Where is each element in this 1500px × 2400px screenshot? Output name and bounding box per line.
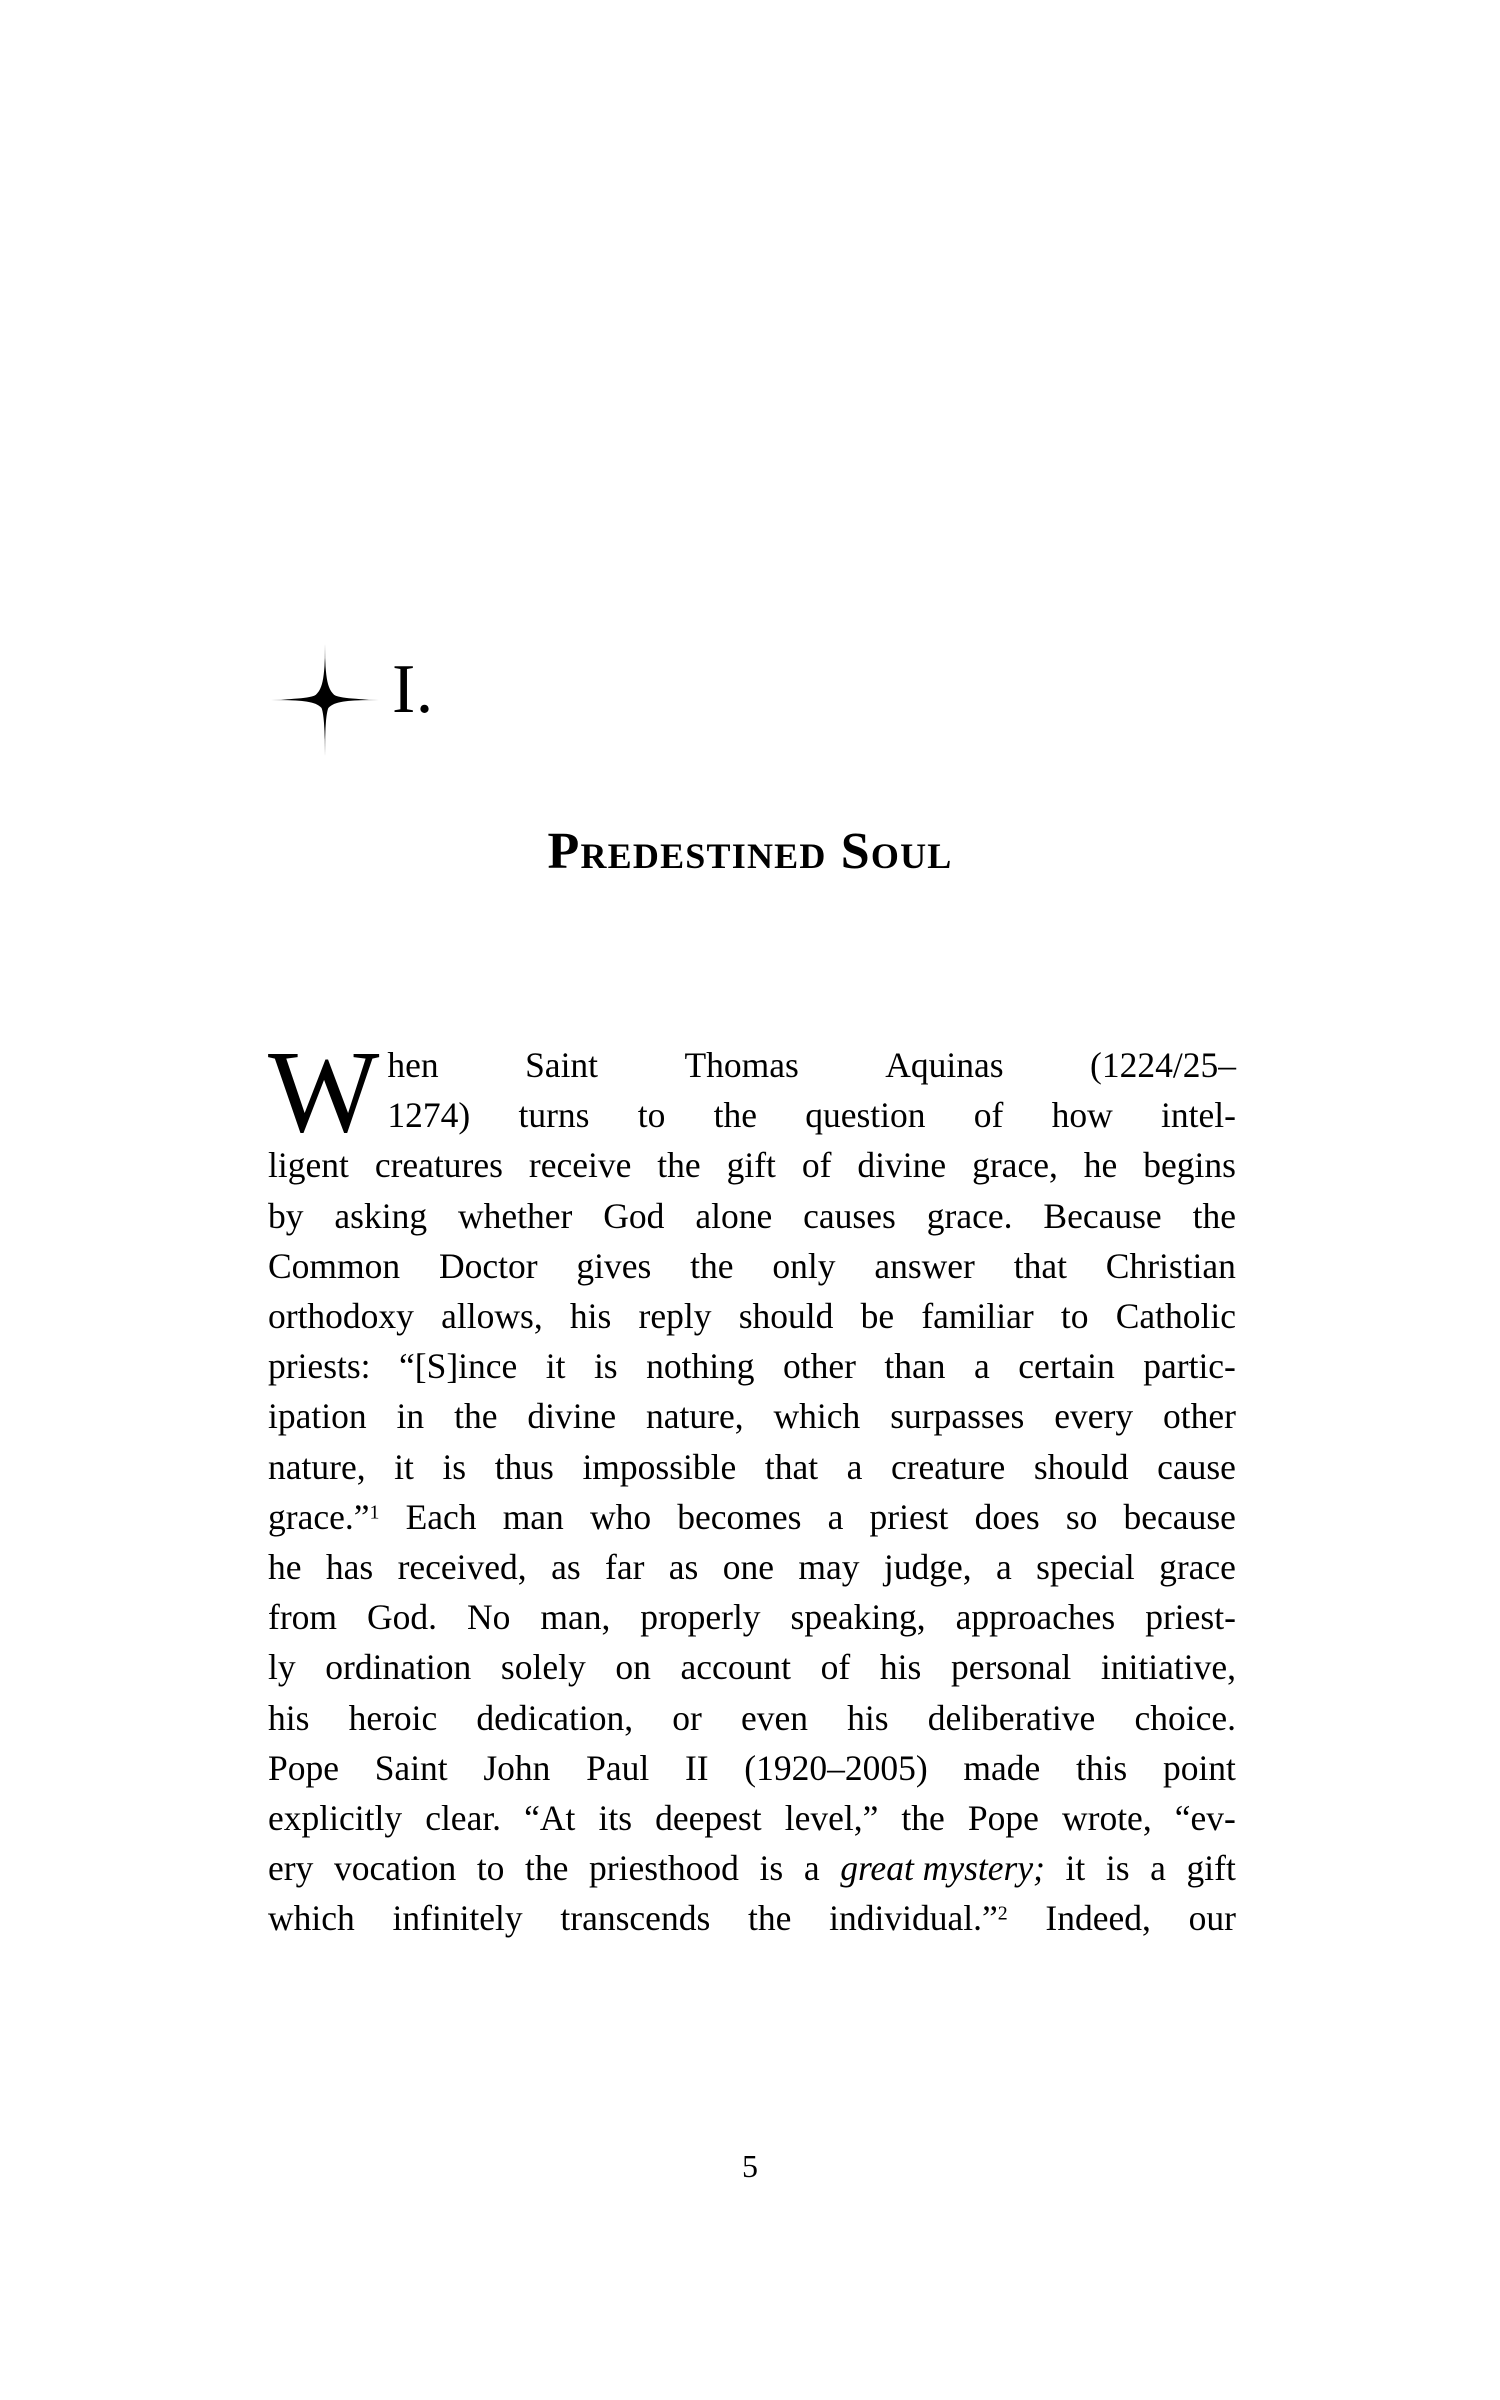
chapter-head: [265, 630, 1245, 790]
footnote-marker-1[interactable]: 1: [369, 1501, 380, 1524]
text-line: he has received, as far as one may judge, a special grace: [268, 1547, 1236, 1588]
text-line: ly ordination solely on account of his personal initiative,: [268, 1647, 1236, 1688]
text-line: ipation in the divine nature, which surpasses every other: [268, 1396, 1236, 1437]
four-pointed-star-icon: [265, 640, 385, 760]
footnote-marker-2[interactable]: 2: [997, 1903, 1008, 1926]
text-line: priests: “[S]ince it is nothing other than a certain partic-: [268, 1346, 1236, 1387]
drop-cap: W: [268, 1026, 380, 1157]
text-line: Pope Saint John Paul II (1920–2005) made this point: [268, 1747, 1236, 1788]
chapter-number: I.: [392, 651, 434, 728]
italic-phrase: great mystery;: [840, 1848, 1045, 1889]
text-line: grace.”$^1$ Each man who becomes a priest does so because: [268, 1496, 1236, 1537]
text-line: from God. No man, properly speaking, approaches priest-: [268, 1597, 1236, 1638]
text-line: ery vocation to the priesthood is a great mystery; it is a gift: [268, 1843, 1236, 1893]
text-line: nature, it is thus impossible that a creature should cause: [268, 1446, 1236, 1487]
opening-paragraph: [268, 1026, 1236, 1944]
text-line: ligent creatures receive the gift of divine grace, he begins: [268, 1145, 1236, 1186]
text-line: by asking whether God alone causes grace. Because the: [268, 1195, 1236, 1236]
text-line: explicitly clear. “At its deepest level,” the Pope wrote, “ev-: [268, 1798, 1236, 1839]
text-line: orthodoxy allows, his reply should be familiar to Catholic: [268, 1296, 1236, 1337]
text-line: Common Doctor gives the only answer that Christian: [268, 1245, 1236, 1286]
text-line: hen Saint Thomas Aquinas (1224/25–: [387, 1045, 1236, 1085]
page-number: 5: [742, 2148, 758, 2184]
text-line: 1274) turns to the question of how intel-: [387, 1095, 1236, 1136]
body-text-column: [268, 1026, 1236, 1944]
chapter-title: Predestined Soul: [547, 822, 953, 880]
text-line: which infinitely transcends the individual.”$^2$ Indeed, our: [268, 1898, 1236, 1939]
text-line: his heroic dedication, or even his deliberative choice.: [268, 1697, 1236, 1738]
